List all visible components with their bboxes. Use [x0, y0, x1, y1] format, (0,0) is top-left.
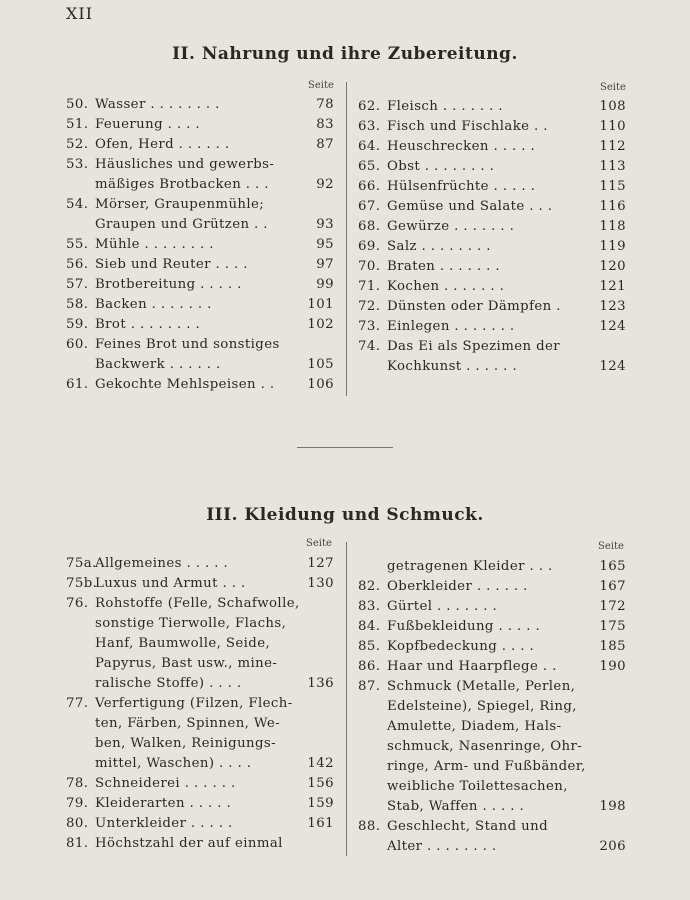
entry-number: 54. — [66, 197, 89, 212]
entry-page: 115 — [599, 179, 626, 194]
toc-entry — [66, 634, 334, 654]
entry-title: Hanf, Baumwolle, Seide, — [95, 636, 271, 651]
entry-title: Verfertigung (Filzen, Flech- — [95, 696, 293, 711]
entry-number: 51. — [66, 117, 89, 132]
entry-number: 70. — [358, 259, 381, 274]
entry-page: 165 — [599, 559, 626, 574]
entry-title: Oberkleider . . . . . . — [387, 579, 528, 594]
entry-title: Kochkunst . . . . . . — [387, 359, 518, 374]
entry-page: 185 — [599, 639, 626, 654]
entry-number: 81. — [66, 836, 89, 851]
toc-entry — [358, 157, 626, 177]
toc-entry — [358, 717, 626, 737]
entry-title: Brotbereitung . . . . . — [95, 277, 242, 292]
toc-entry — [66, 734, 334, 754]
toc-entry — [66, 95, 334, 115]
entry-title: ringe, Arm- und Fußbänder, — [387, 759, 586, 774]
entry-page: 127 — [307, 556, 334, 571]
entry-title: Allgemeines . . . . . — [95, 556, 229, 571]
entry-title: Gekochte Mehlspeisen . . — [95, 377, 275, 392]
entry-page: 105 — [307, 357, 334, 372]
entry-title: Salz . . . . . . . . — [387, 239, 491, 254]
toc-entry — [358, 297, 626, 317]
entry-page: 78 — [316, 97, 334, 112]
toc-entry — [66, 235, 334, 255]
entry-title: Ofen, Herd . . . . . . — [95, 137, 230, 152]
entry-title: Fußbekleidung . . . . . — [387, 619, 541, 634]
entry-title: Einlegen . . . . . . . — [387, 319, 515, 334]
entry-number: 69. — [358, 239, 381, 254]
toc-entry — [358, 137, 626, 157]
entry-title: Rohstoffe (Felle, Schafwolle, — [95, 596, 300, 611]
entry-title: Wasser . . . . . . . . — [95, 97, 220, 112]
entry-number: 68. — [358, 219, 381, 234]
entry-title: Schneiderei . . . . . . — [95, 776, 236, 791]
entry-title: Gürtel . . . . . . . — [387, 599, 498, 614]
toc-entry — [66, 255, 334, 275]
entry-title: Amulette, Diadem, Hals- — [387, 719, 562, 734]
toc-entry — [66, 774, 334, 794]
toc-entry — [358, 677, 626, 697]
toc-entry — [66, 375, 334, 395]
entry-title: sonstige Tierwolle, Flachs, — [95, 616, 287, 631]
entry-title: Mühle . . . . . . . . — [95, 237, 214, 252]
toc-entry — [358, 817, 626, 837]
toc-entry — [358, 557, 626, 577]
entry-page: 92 — [316, 177, 334, 192]
entry-page: 97 — [316, 257, 334, 272]
entry-page: 110 — [599, 119, 626, 134]
entry-number: 55. — [66, 237, 89, 252]
toc-entry — [66, 215, 334, 235]
column-divider — [346, 82, 347, 396]
entry-title: Fleisch . . . . . . . — [387, 99, 504, 114]
toc-entry — [358, 657, 626, 677]
section-title-nahrung: II. Nahrung und ihre Zubereitung. — [172, 44, 518, 64]
entry-title: ralische Stoffe) . . . . — [95, 676, 242, 691]
toc-entry — [66, 814, 334, 834]
entry-title: Graupen und Grützen . . — [95, 217, 268, 232]
entry-number: 59. — [66, 317, 89, 332]
entry-page: 167 — [599, 579, 626, 594]
entry-number: 86. — [358, 659, 381, 674]
entry-title: Stab, Waffen . . . . . — [387, 799, 525, 814]
toc-entry — [358, 577, 626, 597]
entry-number: 62. — [358, 99, 381, 114]
toc-entry — [358, 837, 626, 857]
entry-page: 206 — [599, 839, 626, 854]
entry-page: 99 — [316, 277, 334, 292]
entry-number: 58. — [66, 297, 89, 312]
entry-title: Braten . . . . . . . — [387, 259, 501, 274]
toc-entry — [66, 674, 334, 694]
entry-page: 101 — [307, 297, 334, 312]
entry-title: Kopfbedeckung . . . . — [387, 639, 535, 654]
entry-page: 112 — [599, 139, 626, 154]
entry-number: 79. — [66, 796, 89, 811]
entry-title: Gemüse und Salate . . . — [387, 199, 553, 214]
toc-entry — [358, 637, 626, 657]
toc-entry — [358, 337, 626, 357]
seite-label-left: Seite — [308, 80, 334, 91]
toc-entry — [66, 834, 334, 854]
toc-entry — [358, 177, 626, 197]
entry-title: Häusliches und gewerbs- — [95, 157, 275, 172]
entry-page: 190 — [599, 659, 626, 674]
toc-entry — [358, 257, 626, 277]
entry-page: 113 — [599, 159, 626, 174]
toc-entry — [358, 277, 626, 297]
entry-number: 71. — [358, 279, 381, 294]
toc-entry — [358, 217, 626, 237]
seite-label-left: Seite — [306, 538, 332, 549]
entry-page: 83 — [316, 117, 334, 132]
entry-page: 108 — [599, 99, 626, 114]
entry-number: 65. — [358, 159, 381, 174]
toc-entry — [358, 617, 626, 637]
entry-title: Kochen . . . . . . . — [387, 279, 505, 294]
entry-number: 76. — [66, 596, 89, 611]
entry-number: 88. — [358, 819, 381, 834]
toc-entry — [66, 315, 334, 335]
entry-title: Gewürze . . . . . . . — [387, 219, 515, 234]
entry-number: 56. — [66, 257, 89, 272]
entry-page: 130 — [307, 576, 334, 591]
entry-number: 80. — [66, 816, 89, 831]
entry-title: Unterkleider . . . . . — [95, 816, 233, 831]
entry-title: mäßiges Brotbacken . . . — [95, 177, 269, 192]
entry-page: 159 — [307, 796, 334, 811]
entry-number: 83. — [358, 599, 381, 614]
entry-title: Dünsten oder Dämpfen . — [387, 299, 561, 314]
entry-page: 161 — [307, 816, 334, 831]
entry-page: 156 — [307, 776, 334, 791]
toc-entry — [66, 115, 334, 135]
toc-entry — [358, 317, 626, 337]
entry-number: 60. — [66, 337, 89, 352]
section-title-kleidung: III. Kleidung und Schmuck. — [206, 505, 484, 525]
entry-title: Brot . . . . . . . . — [95, 317, 201, 332]
toc-entry — [66, 594, 334, 614]
toc-entry — [358, 697, 626, 717]
entry-title: Backen . . . . . . . — [95, 297, 212, 312]
entry-page: 87 — [316, 137, 334, 152]
entry-page: 175 — [599, 619, 626, 634]
entry-number: 72. — [358, 299, 381, 314]
toc-entry — [358, 357, 626, 377]
toc-entry — [66, 195, 334, 215]
column-divider — [346, 542, 347, 856]
entry-number: 64. — [358, 139, 381, 154]
entry-title: Fisch und Fischlake . . — [387, 119, 548, 134]
toc-entry — [358, 97, 626, 117]
entry-number: 61. — [66, 377, 89, 392]
entry-number: 63. — [358, 119, 381, 134]
entry-page: 116 — [599, 199, 626, 214]
entry-title: getragenen Kleider . . . — [387, 559, 553, 574]
seite-label-right: Seite — [600, 82, 626, 93]
toc-entry — [66, 175, 334, 195]
entry-page: 120 — [599, 259, 626, 274]
section-separator — [297, 447, 393, 448]
entry-title: Edelsteine), Spiegel, Ring, — [387, 699, 577, 714]
entry-title: Höchstzahl der auf einmal — [95, 836, 283, 851]
page-number: XII — [66, 4, 94, 23]
entry-title: Backwerk . . . . . . — [95, 357, 221, 372]
toc-entry — [66, 794, 334, 814]
entry-number: 87. — [358, 679, 381, 694]
entry-title: ben, Walken, Reinigungs- — [95, 736, 277, 751]
toc-entry — [66, 714, 334, 734]
toc-entry — [66, 654, 334, 674]
entry-number: 75a. — [66, 556, 97, 571]
entry-title: Feines Brot und sonstiges — [95, 337, 280, 352]
entry-number: 77. — [66, 696, 89, 711]
entry-title: schmuck, Nasenringe, Ohr- — [387, 739, 583, 754]
toc-entry — [66, 295, 334, 315]
entry-title: ten, Färben, Spinnen, We- — [95, 716, 281, 731]
toc-entry — [66, 135, 334, 155]
entry-page: 106 — [307, 377, 334, 392]
entry-number: 74. — [358, 339, 381, 354]
entry-number: 52. — [66, 137, 89, 152]
toc-entry — [66, 694, 334, 714]
toc-entry — [66, 155, 334, 175]
entry-title: Heuschrecken . . . . . — [387, 139, 536, 154]
entry-page: 119 — [599, 239, 626, 254]
entry-number: 82. — [358, 579, 381, 594]
entry-title: Das Ei als Spezimen der — [387, 339, 561, 354]
entry-title: Papyrus, Bast usw., mine- — [95, 656, 278, 671]
entry-title: weibliche Toilettesachen, — [387, 779, 568, 794]
entry-page: 95 — [316, 237, 334, 252]
entry-number: 73. — [358, 319, 381, 334]
toc-entry — [358, 597, 626, 617]
entry-number: 53. — [66, 157, 89, 172]
toc-entry — [358, 737, 626, 757]
entry-number: 75b. — [66, 576, 98, 591]
entry-page: 142 — [307, 756, 334, 771]
entry-number: 84. — [358, 619, 381, 634]
entry-page: 93 — [316, 217, 334, 232]
entry-title: Feuerung . . . . — [95, 117, 201, 132]
toc-entry — [358, 777, 626, 797]
toc-entry — [66, 554, 334, 574]
seite-label-right: Seite — [598, 541, 624, 552]
entry-title: Sieb und Reuter . . . . — [95, 257, 248, 272]
entry-number: 50. — [66, 97, 89, 112]
toc-entry — [358, 117, 626, 137]
toc-entry — [358, 757, 626, 777]
entry-title: Luxus und Armut . . . — [95, 576, 246, 591]
entry-page: 124 — [599, 319, 626, 334]
toc-entry — [66, 754, 334, 774]
entry-page: 124 — [599, 359, 626, 374]
entry-page: 136 — [307, 676, 334, 691]
entry-title: Schmuck (Metalle, Perlen, — [387, 679, 576, 694]
toc-entry — [66, 275, 334, 295]
entry-number: 66. — [358, 179, 381, 194]
entry-page: 123 — [599, 299, 626, 314]
toc-entry — [358, 797, 626, 817]
toc-entry — [358, 197, 626, 217]
entry-page: 198 — [599, 799, 626, 814]
toc-entry — [358, 237, 626, 257]
entry-page: 118 — [599, 219, 626, 234]
entry-number: 78. — [66, 776, 89, 791]
toc-entry — [66, 574, 334, 594]
entry-number: 57. — [66, 277, 89, 292]
toc-entry — [66, 335, 334, 355]
entry-title: Alter . . . . . . . . — [387, 839, 497, 854]
entry-title: Haar und Haarpflege . . — [387, 659, 557, 674]
entry-page: 102 — [307, 317, 334, 332]
entry-title: Obst . . . . . . . . — [387, 159, 495, 174]
entry-title: mittel, Waschen) . . . . — [95, 756, 252, 771]
entry-page: 172 — [599, 599, 626, 614]
entry-number: 67. — [358, 199, 381, 214]
entry-title: Kleiderarten . . . . . — [95, 796, 232, 811]
entry-title: Mörser, Graupenmühle; — [95, 197, 265, 212]
toc-entry — [66, 614, 334, 634]
entry-title: Geschlecht, Stand und — [387, 819, 548, 834]
toc-entry — [66, 355, 334, 375]
entry-number: 85. — [358, 639, 381, 654]
entry-title: Hülsenfrüchte . . . . . — [387, 179, 536, 194]
entry-page: 121 — [599, 279, 626, 294]
